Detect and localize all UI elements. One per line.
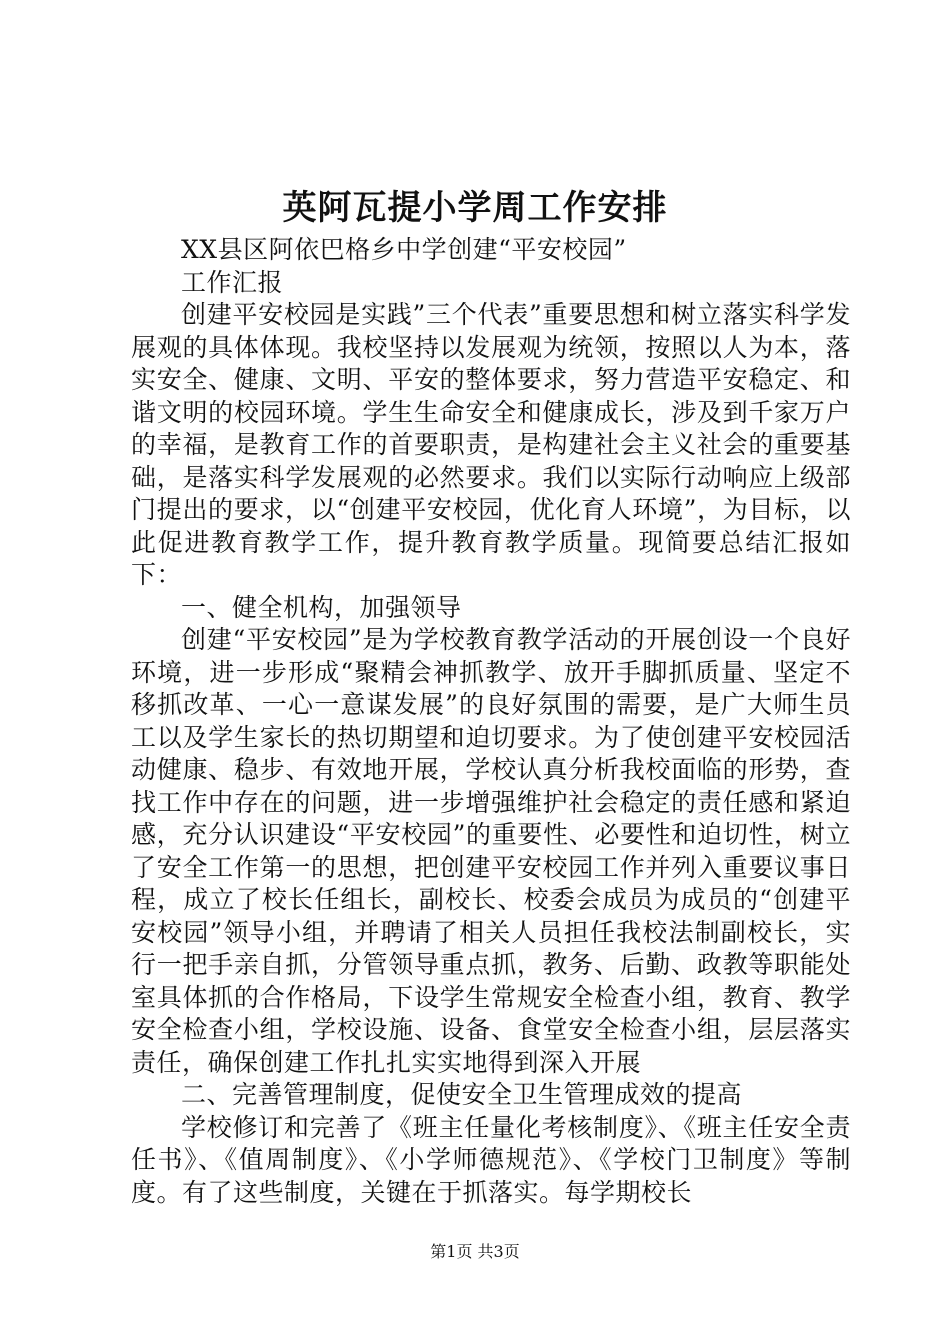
page-number-footer: 第1页 共3页 bbox=[430, 1242, 520, 1261]
paragraph-section-1: 创建“平安校园”是为学校教育教学活动的开展创设一个良好环境，进一步形成“聚精会神抓教学、放开手脚抓质量、坚定不移抓改革、一心一意谋发展”的良好氛围的需要，是广大师生员工以及学生家长的热切期望和迫切要求。为了使创建平安校园活动健康、稳步、有效地开展，学校认真分析我校面临的形势，查找工作中存在的问题，进一步增强维护社会稳定的责任感和紧迫感，充分认识建设“平安校园”的重要性、必要性和迫切性，树立了安全工作第一的思想，把创建平安校园工作并列入重要议事日程，成立了校长任组长，副校长、校委会成员为成员的“创建平安校园”领导小组，并聘请了相关人员担任我校法制副校长，实行一把手亲自抓，分管领导重点抓，教务、后勤、政教等职能处室具体抓的合作格局，下设学生常规安全检查小组，教育、教学安全检查小组，学校设施、设备、食堂安全检查小组，层层落实责任，确保创建工作扎扎实实地得到深入开展 bbox=[131, 625, 851, 1077]
document-title: 英阿瓦提小学周工作安排 bbox=[282, 188, 668, 228]
paragraph-subtitle-line1: XX县区阿依巴格乡中学创建“平安校园” bbox=[181, 235, 627, 264]
section-heading-1: 一、健全机构，加强领导 bbox=[181, 592, 462, 622]
paragraph-section-2: 学校修订和完善了《班主任量化考核制度》、《班主任安全责任书》、《值周制度》、《小学师德规范》、《学校门卫制度》等制度。有了这些制度，关键在于抓落实。每学期校长 bbox=[131, 1112, 851, 1207]
paragraph-subtitle-line2: 工作汇报 bbox=[181, 267, 284, 297]
document-body bbox=[131, 234, 851, 1209]
paragraph-intro: 创建平安校园是实践”三个代表”重要思想和树立落实科学发展观的具体体现。我校坚持以发展观为统领，按照以人为本，落实安全、健康、文明、平安的整体要求，努力营造平安稳定、和谐文明的校园环境。学生生命安全和健康成长，涉及到千家万户的幸福，是教育工作的首要职责，是构建社会主义社会的重要基础，是落实科学发展观的必然要求。我们以实际行动响应上级部门提出的要求，以“创建平安校园，优化育人环境”，为目标，以此促进教育教学工作，提升教育教学质量。现简要总结汇报如下： bbox=[131, 300, 851, 589]
section-heading-2: 二、完善管理制度，促使安全卫生管理成效的提高 bbox=[181, 1080, 743, 1109]
